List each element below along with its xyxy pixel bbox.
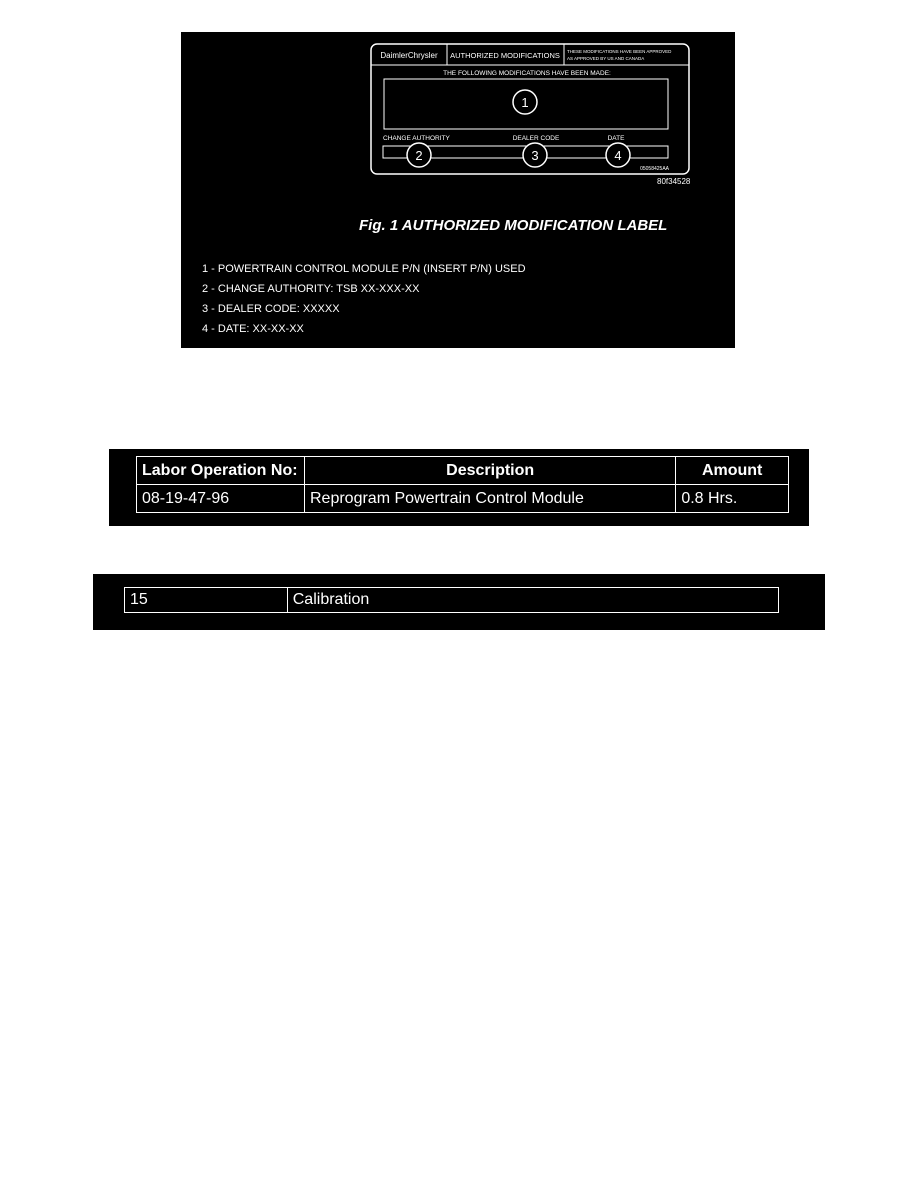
header-labor-operation-no: Labor Operation No: (137, 457, 305, 485)
label-subheader: THE FOLLOWING MODIFICATIONS HAVE BEEN MADE: (443, 70, 611, 77)
legend-item: 3 - DEALER CODE: XXXXX (202, 303, 340, 315)
table-row (125, 588, 779, 613)
table-header-row (137, 457, 789, 485)
labor-operation-table (136, 456, 789, 513)
cell-failure-description: Calibration (287, 588, 778, 613)
label-notice-line2: AS APPROVED BY US AND CANADA (567, 56, 645, 61)
label-part-number: 05058425AA (640, 166, 669, 172)
cell-failure-code: 15 (125, 588, 288, 613)
figure-code: 80f34528 (657, 177, 691, 186)
label-header: AUTHORIZED MODIFICATIONS (450, 51, 560, 60)
figure-legend (202, 262, 526, 342)
callout-3-number: 3 (531, 148, 539, 163)
callout-1-number: 1 (521, 95, 529, 110)
legend-item: 1 - POWERTRAIN CONTROL MODULE P/N (INSERT P/N) USED (202, 263, 526, 275)
legend-item: 4 - DATE: XX-XX-XX (202, 323, 304, 335)
calibration-table (124, 587, 779, 613)
labor-operation-panel (109, 449, 809, 526)
label-notice-line1: THESE MODIFICATIONS HAVE BEEN APPROVED (567, 49, 672, 54)
calibration-panel (93, 574, 825, 630)
header-description: Description (304, 457, 675, 485)
label-col-date: DATE (607, 135, 625, 142)
callout-4-number: 4 (614, 148, 622, 163)
header-amount: Amount (676, 457, 789, 485)
legend-item: 2 - CHANGE AUTHORITY: TSB XX-XXX-XX (202, 283, 420, 295)
table-row (137, 485, 789, 513)
callout-2-number: 2 (415, 148, 423, 163)
cell-amount: 0.8 Hrs. (676, 485, 789, 513)
cell-description: Reprogram Powertrain Control Module (304, 485, 675, 513)
label-col-dealer-code: DEALER CODE (512, 135, 560, 142)
label-brand: DaimlerChrysler (380, 51, 438, 60)
label-col-change-authority: CHANGE AUTHORITY (383, 135, 450, 142)
figure-caption: Fig. 1 AUTHORIZED MODIFICATION LABEL (359, 217, 668, 234)
cell-labor-operation-no: 08-19-47-96 (137, 485, 305, 513)
authorized-modification-figure (181, 32, 735, 348)
